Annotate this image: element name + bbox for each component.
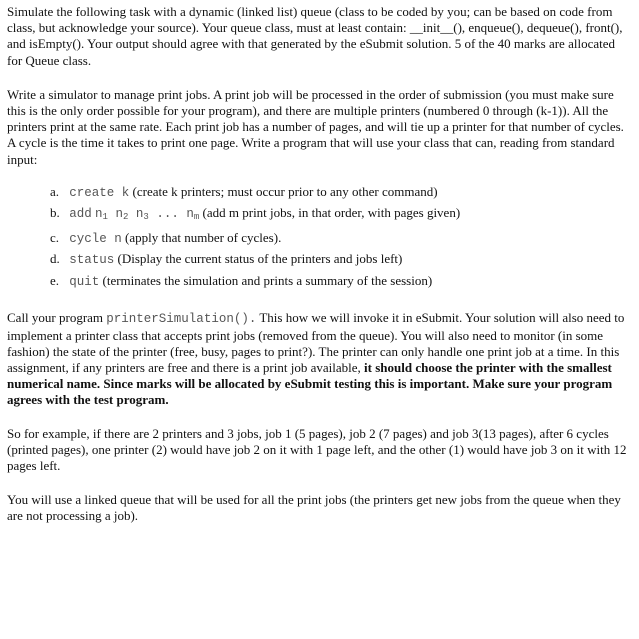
command-code: create k: [69, 185, 130, 200]
command-item-add: [50, 203, 633, 228]
linked-queue-paragraph: You will use a linked queue that will be used for all the print jobs (the printers get new jobs from the queue when they are not processing a job).: [7, 492, 621, 524]
assignment-document: [7, 4, 633, 543]
command-item-create: [50, 182, 633, 204]
command-code: quit: [69, 274, 100, 289]
command-description: (create k printers; must occur prior to any other command): [132, 183, 438, 199]
queue-requirements-paragraph: Simulate the following task with a dynamic (linked list) queue (class to be coded by you; can be based on code from class, but acknowledge your source). Your queue class, must at least contain: __init__(), enqueue(), dequeue(), front(), and isEmpty(). Your output should agree with that generated by the eSubmit solution. 5 of the 40 marks are allocated for Queue class.: [7, 4, 623, 68]
invocation-code: printerSimulation().: [106, 312, 257, 327]
invocation-text: This how we will invoke it in eSubmit. Your solution will also need to implement a printer class that accepts print jobs (removed from the queue). You will also need to monitor (in some fashion) the state of the printer (free, busy, pages to print?). The printer can only handle one print job at a time. In this assignment, if any printers are free and there is a print job available,: [7, 310, 625, 375]
command-description: (Display the current status of the printers and jobs left): [117, 251, 403, 267]
command-item-status: [50, 249, 633, 271]
command-description: (apply that number of cycles).: [125, 229, 282, 245]
invocation-paragraph: [7, 310, 633, 408]
command-args: $n_1$ $n_2$ $n_3$ ... $n_m$: [95, 207, 200, 223]
command-letter: a.: [50, 183, 60, 199]
command-letter: c.: [50, 229, 60, 245]
command-code: cycle n: [69, 231, 122, 246]
command-item-quit: [50, 271, 633, 293]
command-description: (terminates the simulation and prints a summary of the session): [102, 272, 433, 288]
command-code: status: [69, 253, 115, 268]
invocation-emphasis: it should choose the printer with the smallest numerical name. Since marks will be allocated by eSubmit testing this is important. Make sure your program agrees with the test program.: [7, 359, 613, 408]
command-letter: d.: [50, 251, 60, 267]
command-item-cycle: [50, 228, 633, 250]
invocation-intro: Call your program: [7, 310, 104, 326]
command-code: add: [69, 207, 92, 222]
simulator-description-paragraph: Write a simulator to manage print jobs. A print job will be processed in the order of submission (you must make sure this is the only order possible for your program), and there are multiple printers (numbered 0 through (k-1)). All the printers print at the same rate. Each print job has a number of pages, and will tie up a printer for that number of cycles. A cycle is the time it takes to print one page. Write a program that will use your class that can, reading from standard input:: [7, 86, 624, 167]
command-list: [7, 182, 633, 293]
command-letter: e.: [50, 272, 60, 288]
command-letter: b.: [50, 205, 60, 221]
example-paragraph: So for example, if there are 2 printers and 3 jobs, job 1 (5 pages), job 2 (7 pages) and job 3(13 pages), after 6 cycles (printed pages), one printer (2) would have job 2 on it with 1 page left, and the other (1) would have job 3 on it with 12 pages left.: [7, 425, 627, 473]
command-description: (add m print jobs, in that order, with pages given): [202, 205, 461, 221]
